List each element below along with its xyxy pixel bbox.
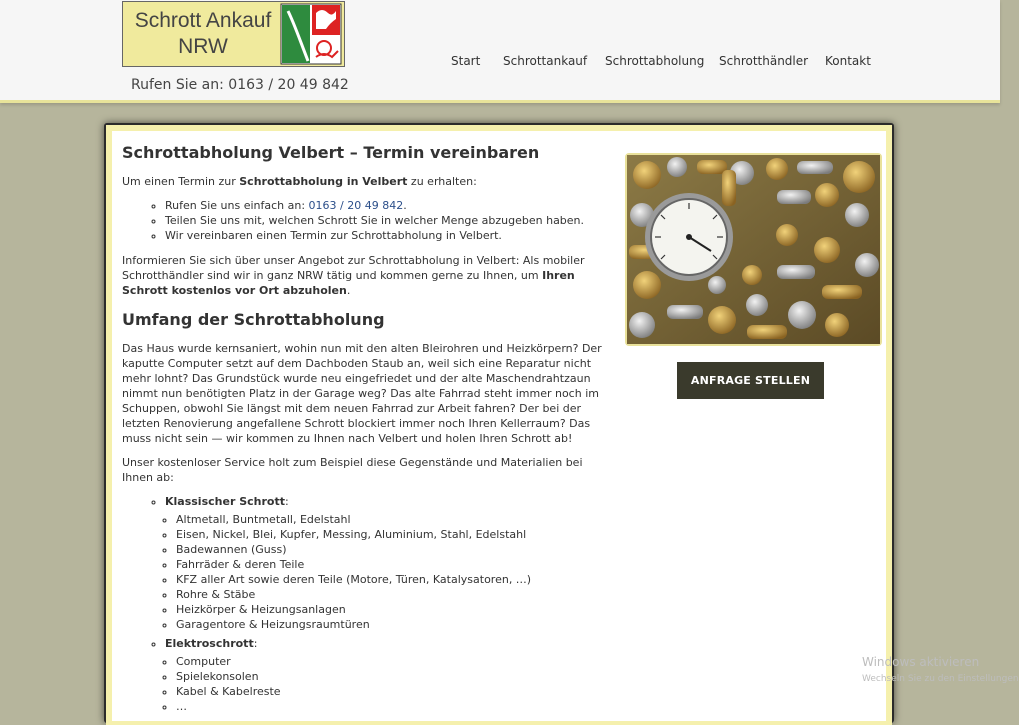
step-text: Rufen Sie uns einfach an:: [165, 199, 309, 212]
list-item: [165, 198, 612, 213]
nav-kontakt[interactable]: Kontakt: [825, 54, 871, 68]
list-item: ◦ Altmetall, Buntmetall, Edelstahl: [176, 512, 612, 527]
nav-start[interactable]: Start: [451, 54, 481, 68]
scrap-metal-photo: [625, 153, 882, 346]
nrw-coat-of-arms-icon: [280, 3, 342, 65]
info-paragraph: [122, 253, 612, 298]
section-title: Umfang der Schrottabholung: [122, 310, 385, 329]
site-logo[interactable]: [122, 1, 345, 67]
list-item: ◦ Teilen Sie uns mit, welchen Schrott Sie in welcher Menge abzugeben haben.: [165, 213, 612, 228]
list-item: ◦ Computer: [176, 654, 612, 669]
nav-schrottabholung[interactable]: Schrottabholung: [605, 54, 705, 68]
header-bar: [0, 0, 1000, 103]
main-content: [122, 140, 612, 724]
info-text-end: .: [346, 284, 351, 297]
windows-activation-watermark: [862, 654, 1019, 688]
scrap-metal-image: [627, 155, 880, 344]
list-item: ◦ Spielekonsolen: [176, 669, 612, 684]
category-label: Klassischer Schrott: [165, 495, 285, 508]
list-item: ◦ Fahrräder & deren Teile: [176, 557, 612, 572]
nav-schrottankauf[interactable]: Schrottankauf: [503, 54, 588, 68]
intro-text-end: zu erhalten:: [407, 175, 477, 188]
subcategory-list: [165, 512, 612, 632]
subcategory-list: [165, 654, 612, 714]
request-button[interactable]: ANFRAGE STELLEN: [677, 362, 824, 399]
list-item: ◦ Wir vereinbaren einen Termin zur Schrottabholung in Velbert.: [165, 228, 612, 243]
service-paragraph: Unser kostenloser Service holt zum Beispiel diese Gegenstände und Materialien bei Ihnen ab:: [122, 456, 583, 484]
info-bold: Ihren Schrott kostenlos vor Ort abzuholen: [122, 269, 575, 297]
phone-link[interactable]: 0163 / 20 49 842: [308, 199, 404, 212]
page-title: Schrottabholung Velbert – Termin vereinbaren: [122, 143, 540, 162]
pressure-gauge-icon: [645, 193, 733, 281]
info-text: Informieren Sie sich über unser Angebot zur Schrottabholung in Velbert: Als mobiler Schrotthändler sind wir in ganz NRW tätig und kommen gerne zu Ihnen, um: [122, 254, 585, 282]
watermark-subtitle: Wechseln Sie zu den Einstellungen: [862, 674, 1019, 684]
nav-schrotthaendler[interactable]: Schrotthändler: [719, 54, 809, 68]
section-paragraph: Das Haus wurde kernsaniert, wohin nun mit den alten Bleirohren und Heizkörpern? Der kaputte Computer setzt auf dem Dachboden Staub an, weil sich eine Reparatur nicht mehr lohnt? Das Grundstück wurde neu eingefriedet und der alte Maschendrahtzaun nimmt nun benötigten Platz in der Garage weg? Das alte Fahrrad steht immer noch im Schuppen, obwohl Sie längst mit dem neuen Fahrrad zur Arbeit fahren? Der bei der letzten Renovierung angefallene Schrott blockiert immer noch Ihren Kellerraum? Das muss nicht sein — wir kommen zu Ihnen nach Velbert und holen Ihren Schrott ab!: [122, 342, 602, 445]
intro-paragraph: [122, 174, 612, 189]
intro-text: Um einen Termin zur: [122, 175, 240, 188]
list-item: ◦ Heizkörper & Heizungsanlagen: [176, 602, 612, 617]
list-item: ◦ Badewannen (Guss): [176, 542, 612, 557]
list-item: ◦ …: [176, 699, 612, 714]
list-item: ◦ Eisen, Nickel, Blei, Kupfer, Messing, Aluminium, Stahl, Edelstahl: [176, 527, 612, 542]
logo-text: Schrott Ankauf NRW: [134, 9, 272, 58]
intro-bold: Schrottabholung in Velbert: [239, 175, 408, 188]
list-item: ◦ Kabel & Kabelreste: [176, 684, 612, 699]
category-list: [122, 494, 612, 714]
steps-list: [122, 198, 612, 243]
category-item: ◦ Klassischer Schrott: ◦ Altmetall, Buntmetall, Edelstahl ◦ Eisen, Nickel, Blei, Kupfer, Messing, Aluminium, Stahl, Edelstahl ◦ Badewannen (Guss) ◦ Fahrräder & deren Teile ◦ KFZ aller Art sowie deren Teile (Motore, Türen, Katalysatoren, …) ◦ Rohre & Stäbe ◦ Heizkörper & Heizungsanlagen ◦ Garagentore & Heizungsraumtüren: [165, 494, 612, 632]
phone-line: Rufen Sie an: 0163 / 20 49 842: [131, 77, 349, 93]
category-item: ◦ Elektroschrott: ◦ Computer ◦ Spielekonsolen ◦ Kabel & Kabelreste ◦ …: [165, 636, 612, 714]
list-item: ◦ Rohre & Stäbe: [176, 587, 612, 602]
category-label: Elektroschrott: [165, 637, 254, 650]
step-text-end: .: [403, 199, 407, 212]
watermark-title: Windows aktivieren: [862, 655, 980, 669]
list-item: ◦ KFZ aller Art sowie deren Teile (Motore, Türen, Katalysatoren, …): [176, 572, 612, 587]
list-item: ◦ Garagentore & Heizungsraumtüren: [176, 617, 612, 632]
